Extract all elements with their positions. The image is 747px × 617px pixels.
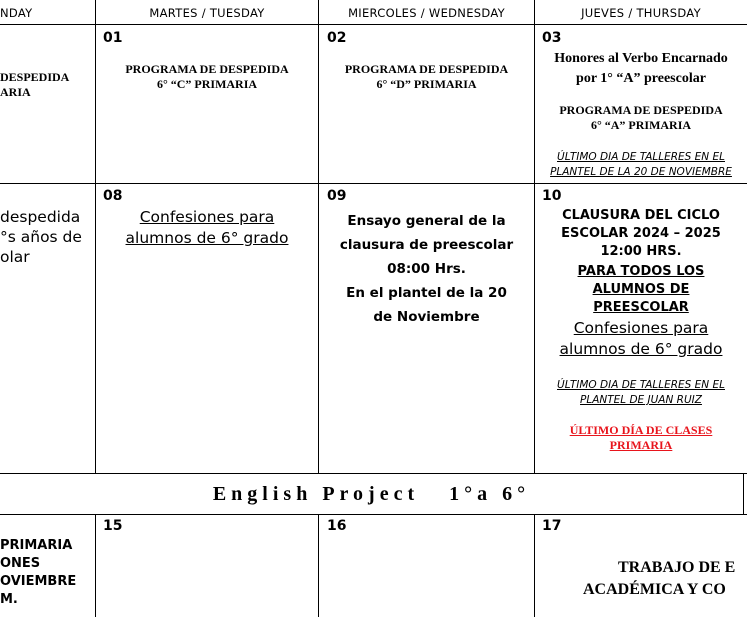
event-line: alumnos de 6° grado [125,229,289,247]
event-line: ESCOLAR 2024 – 2025 [561,226,721,241]
event-line: PRIMARIA [609,438,673,452]
event-line: PLANTEL DE JUAN RUIZ [580,394,702,406]
grid-line [743,473,744,515]
event-line: CLAUSURA DEL CICLO [562,208,720,223]
event-line: por 1° “A” preescolar [576,71,706,86]
event-line: PARA TODOS LOS [577,264,705,279]
event-line: PROGRAMA DE DESPEDIDA [559,103,723,117]
week1-monday-line: DESPEDIDA [0,70,70,84]
grid-line [534,514,535,617]
day-number-16: 16 [327,518,347,534]
event-line: PROGRAMA DE DESPEDIDA [125,62,289,76]
week2-thursday-confesiones [535,318,747,360]
day-number-02: 02 [327,30,347,46]
event-line: PLANTEL DE LA 20 DE NOVIEMBRE [550,166,732,178]
event-line: Honores al Verbo Encarnado [554,51,728,66]
week2-thursday-talleres [535,378,747,408]
event-line: PREESCOLAR [593,300,689,315]
week2-monday-cell [0,207,95,267]
event-line: 08:00 Hrs. [387,261,466,277]
grid-line [0,514,747,515]
week1-thursday-talleres [535,150,747,180]
header-wednesday: MIERCOLES / WEDNESDAY [348,5,505,20]
event-line: Confesiones para [573,319,709,337]
header-thursday: JUEVES / THURSDAY [581,5,701,20]
day-number-09: 09 [327,188,347,204]
week1-thursday-honores [535,49,747,89]
event-line: Confesiones para [139,208,275,226]
week3-monday-line: ONES [0,556,41,571]
event-line: Ensayo general de la [347,213,506,229]
event-line: ÚLTIMO DÍA DE CLASES [569,423,713,437]
day-number-03: 03 [542,30,562,46]
day-number-08: 08 [103,188,123,204]
week2-thursday-clausura [535,207,747,261]
event-line: de Noviembre [373,309,480,325]
week2-monday-line: olar [0,248,30,266]
english-project-banner: English Project 1°a 6° [212,482,531,505]
week3-monday-line: OVIEMBRE [0,574,77,589]
week2-monday-line: °s años de [0,228,82,246]
event-line: 6° “A” PRIMARIA [590,118,692,132]
day-number-17: 17 [542,518,562,534]
event-line: alumnos de 6° grado [559,340,723,358]
day-number-01: 01 [103,30,123,46]
week1-tuesday-event [96,62,318,92]
event-line: 12:00 HRS. [600,244,682,259]
week1-wednesday-event [319,62,534,92]
week3-thursday-event [583,557,747,601]
day-number-10: 10 [542,188,562,204]
header-monday: NDAY [0,5,33,20]
week2-tuesday-event [96,207,318,249]
week2-monday-line: despedida [0,208,81,226]
day-number-15: 15 [103,518,123,534]
week3-monday-cell [0,537,95,609]
grid-line [95,514,96,617]
week1-thursday-programa [535,103,747,133]
event-line: 6° “D” PRIMARIA [376,77,477,91]
event-line: En el plantel de la 20 [346,285,507,301]
week3-monday-line: M. [0,592,18,607]
event-line: ÚLTIMO DIA DE TALLERES EN EL [557,151,725,163]
event-line: 6° “C” PRIMARIA [156,77,258,91]
week2-thursday-preescolar [535,263,747,317]
event-line: clausura de preescolar [339,237,514,253]
grid-line [0,183,747,184]
week3-monday-line: PRIMARIA [0,538,73,553]
header-tuesday: MARTES / TUESDAY [149,5,265,20]
week2-thursday-ultimo-dia [535,423,747,453]
event-line: TRABAJO DE E [618,559,736,576]
grid-line [318,514,319,617]
week1-monday-line: ARIA [0,85,31,99]
week1-monday-cell [0,70,95,100]
week2-wednesday-event [319,209,534,329]
event-line: PROGRAMA DE DESPEDIDA [344,62,509,76]
event-line: ALUMNOS DE [592,282,690,297]
event-line: ÚLTIMO DIA DE TALLERES EN EL [557,379,725,391]
event-line: ACADÉMICA Y CO [583,581,726,598]
